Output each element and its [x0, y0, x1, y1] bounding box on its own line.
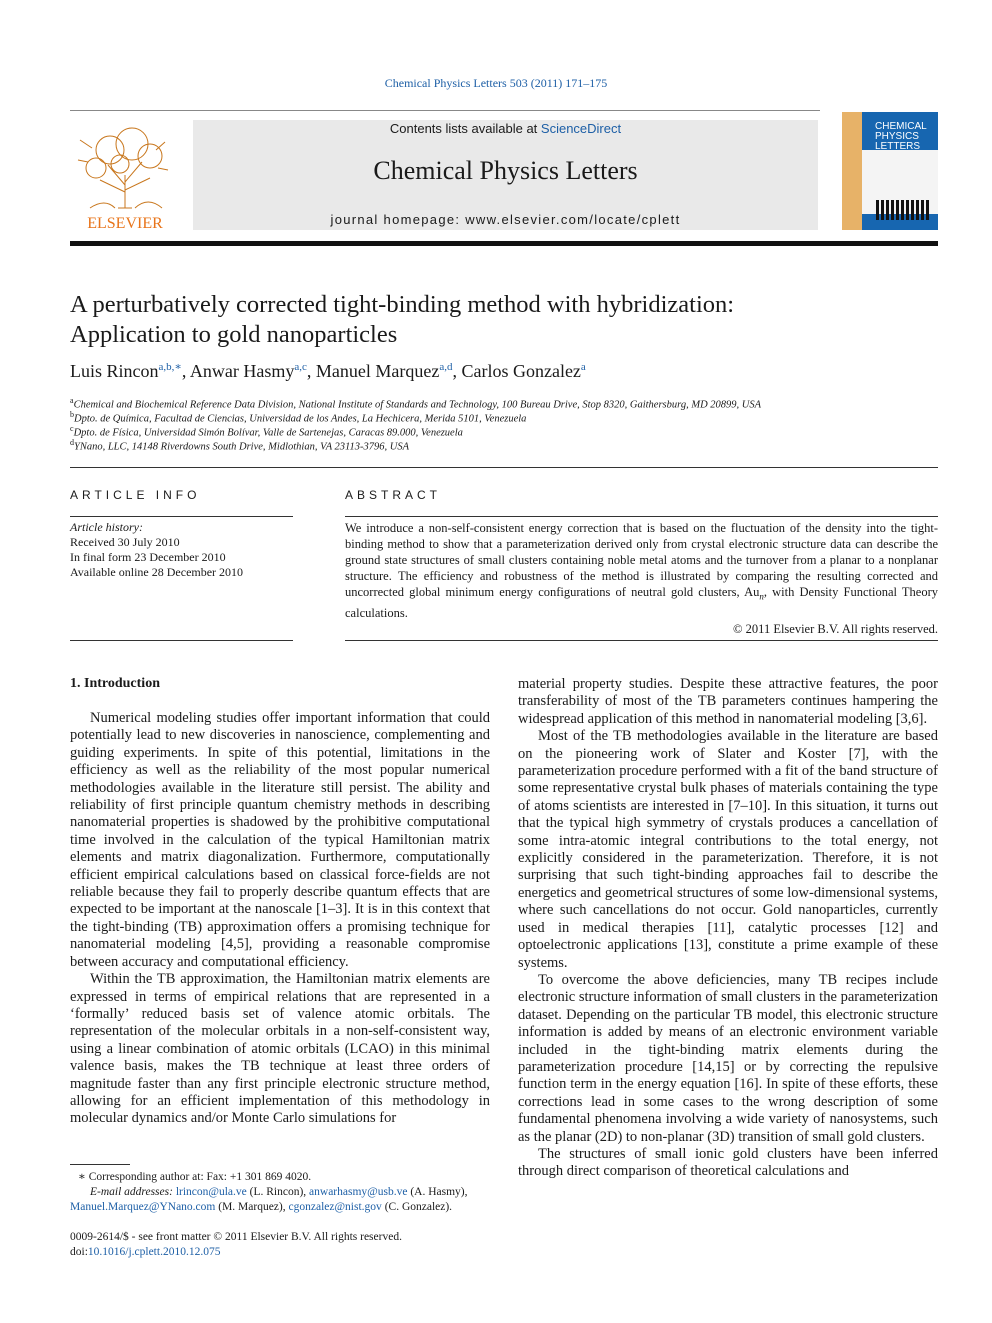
author-name: Carlos Gonzalez — [461, 361, 581, 381]
cover-title-line3: LETTERS — [875, 141, 921, 152]
doi-link[interactable]: 10.1016/j.cplett.2010.12.075 — [87, 1246, 221, 1258]
copyright: © 2011 Elsevier B.V. All rights reserved. — [733, 621, 938, 636]
article-title — [70, 290, 920, 350]
paragraph: To overcome the above deficiencies, many TB recipes include electronic structure information of small clusters in the parameterization dataset. Depending on the particular TB model, this electronic structure information is added by means of an electronic environment variable included in the tight-binding matrix elements during the parameterization procedure [14,15] or by correcting the repulsive function term in the energy equation [16]. In spite of these efforts, these corrections lead in some cases to the wrong description of some fundamental phenomena involving a wide variety of nanosystems, such as the planar (2D) to non-planar (3D) transition of small gold clusters. — [518, 971, 938, 1145]
affiliation-text: Dpto. de Física, Universidad Simón Bolívar, Valle de Sartenejas, Caracas 89.000, Venezuela — [73, 427, 463, 439]
affiliation-text: YNano, LLC, 14148 Riverdowns South Drive, Midlothian, VA 23113-3796, USA — [74, 441, 410, 453]
abstract-subscript: n — [759, 591, 764, 602]
received-date: Received 30 July 2010 — [70, 535, 180, 549]
article-info-rule — [70, 516, 293, 517]
contents-line — [193, 121, 818, 136]
affiliation-a — [70, 396, 761, 411]
author-name: Luis Rincon — [70, 361, 159, 381]
article-info-heading: ARTICLE INFO — [70, 488, 201, 502]
abstract-body — [345, 520, 938, 637]
email-line-2 — [70, 1200, 500, 1215]
email-link[interactable]: cgonzalez@nist.gov — [288, 1201, 382, 1213]
paragraph: The structures of small ionic gold clusters have been inferred through direct comparison of theoretical calculations and — [518, 1145, 938, 1180]
section-heading: 1. Introduction — [70, 676, 160, 691]
affiliation-key: b — [70, 410, 74, 419]
elsevier-wordmark: ELSEVIER — [87, 215, 163, 232]
title-line-1: A perturbatively corrected tight-binding method with hybridization: — [70, 291, 735, 318]
footnotes — [70, 1170, 500, 1215]
author-affil-marker[interactable]: a,d — [439, 361, 453, 373]
journal-cover — [842, 112, 938, 230]
title-line-2: Application to gold nanoparticles — [70, 321, 398, 348]
final-form-date: In final form 23 December 2010 — [70, 550, 226, 564]
header-thick-rule — [70, 241, 938, 246]
author-affil-marker[interactable]: a,c — [294, 361, 307, 373]
journal-citation[interactable]: Chemical Physics Letters 503 (2011) 171–175 — [384, 76, 608, 90]
online-date: Available online 28 December 2010 — [70, 565, 244, 579]
affiliation-key: a — [70, 396, 74, 405]
issn-line: 0009-2614/$ - see front matter © 2011 Elsevier B.V. All rights reserved. — [70, 1231, 402, 1243]
affiliation-b — [70, 410, 526, 425]
email-line-1 — [78, 1185, 500, 1200]
journal-cover-image — [842, 112, 938, 230]
author-separator: , — [452, 361, 462, 381]
affiliation-key: c — [70, 424, 74, 433]
left-column — [70, 710, 490, 1128]
affiliation-key: d — [70, 438, 74, 447]
affiliation-text: Dpto. de Química, Facultad de Ciencias, Universidad de los Andes, La Hechicera, Merida 5101, Venezuela — [74, 413, 527, 425]
journal-homepage[interactable]: journal homepage: www.elsevier.com/locate/cplett — [330, 212, 681, 227]
email-link[interactable]: lrincon@ula.ve — [175, 1186, 247, 1198]
history-label: Article history: — [70, 520, 143, 534]
contents-prefix: Contents lists available at — [389, 121, 541, 136]
author-affil-marker[interactable]: a,b,∗ — [158, 361, 182, 373]
email-owner: (L. Rincon), — [246, 1186, 310, 1198]
elsevier-tree-icon — [70, 120, 180, 235]
sciencedirect-link[interactable]: ScienceDirect — [540, 121, 622, 136]
abstract-heading: ABSTRACT — [345, 488, 442, 502]
author-list — [70, 360, 586, 382]
email-owner: (C. Gonzalez). — [381, 1201, 453, 1213]
author-affil-marker[interactable]: a — [580, 361, 586, 373]
paragraph: Most of the TB methodologies available in the literature are based on the pioneering work of Slater and Koster [7], with the parameterization procedure performed with a fit of the band structure of some representative crystal bulk phases of materials containing the type of atoms scientists are interested in [7–10]. In this situation, it turns out that the typical high symmetry of crystals produces a cancellation of some intra-atomic integral contributions to the total energy, not explicitly considered in the parameterization. Therefore, it is not surprising that such tight-binding approaches fail to describe the energetics and geometrical structures of some low-dimensional systems, where such cancellations do not occur. Gold nanoparticles, currently used in medical therapies [11], catalytic processes [12] and optoelectronic applications [13], constitute a prime example of these systems. — [518, 728, 938, 971]
corresponding-author-note: ∗ Corresponding author at: Fax: +1 301 869 4020. — [78, 1171, 312, 1183]
abstract-text-end: , with Density Functional Theory calculations. — [345, 585, 938, 620]
cover-title-line2: PHYSICS — [875, 131, 919, 142]
abstract-rule — [345, 516, 938, 517]
affiliation-d — [70, 438, 409, 453]
abstract-bottom-rule — [345, 640, 938, 641]
paragraph: Within the TB approximation, the Hamiltonian matrix elements are expressed in terms of empirical relations that are represented in a ‘formally’ reduced basis set of valence atomic orbitals. The representation of the molecular orbitals in a non-self-consistent way, using a linear combination of atomic orbitals (LCAO) in this minimal valence basis, makes the TB technique at least three orders of magnitude faster than any first principle electronic structure method, allowing for an efficient implementation of this methodology in molecular dynamics and/or Monte Carlo simulations for — [70, 971, 490, 1127]
article-info-bottom-rule — [70, 640, 293, 641]
email-link[interactable]: Manuel.Marquez@YNano.com — [70, 1201, 216, 1213]
paragraph: material property studies. Despite these attractive features, the poor transferability of most of the TB parameters continues hampering the widespread application of this method in nanomaterial modeling [3,6]. — [518, 676, 938, 727]
email-owner: (A. Hasmy), — [407, 1186, 468, 1198]
author-name: Manuel Marquez — [315, 361, 440, 381]
author-separator: , — [181, 361, 190, 381]
footnote-rule — [70, 1164, 130, 1165]
elsevier-logo — [70, 120, 180, 235]
header-rule — [70, 110, 820, 111]
abstract-text: We introduce a non-self-consistent energy correction that is based on the fluctuation of the density into the tight-binding method to show that a parameterization derived only from crystal electronic structure data can describe the ground state structures of small clusters containing noble metal atoms and the turnover from a planar to a nonplanar structure. The efficiency and robustness of the method is illustrated by comparing the resulting corrected and uncorrected global minimum energy configurations of neutral gold clusters, Au — [345, 521, 938, 599]
doi-line — [70, 1245, 220, 1260]
email-link[interactable]: anwarhasmy@usb.ve — [309, 1186, 408, 1198]
author-name: Anwar Hasmy — [189, 361, 295, 381]
affiliation-rule — [70, 467, 938, 468]
author-separator: , — [306, 361, 316, 381]
right-column — [518, 676, 938, 1181]
affiliation-text: Chemical and Biochemical Reference Data Division, National Institute of Standards and Technology, 100 Bureau Drive, Stop 8320, Gaithersburg, MD 20899, USA — [73, 399, 762, 411]
doi-label: doi: — [70, 1246, 88, 1258]
email-label: E-mail addresses: — [90, 1186, 173, 1198]
affiliation-c — [70, 424, 463, 439]
paragraph: Numerical modeling studies offer important information that could potentially lead to new discoveries in nanoscience, complementing and guiding experiments. In spite of this potential, limitations in the efficiency as well as the reliability of the most popular numerical methodologies available in the literature still persist. The ability and reliability of first principle quantum chemistry methods in describing nanomaterial properties is shadowed by the prohibitive computational time involved in the calculation of the typical Hamiltonian matrix elements and matrix diagonalization. Furthermore, computationally efficient empirical calculations based on classical force-fields are not reliable because they fail to properly describe quantum effects that are expected to be important at the nanoscale [1–3]. It is in this context that the tight-binding (TB) approximation offers a promising technique for nanomaterial modeling [4,5], providing a reasonable compromise between accuracy and computational efficiency. — [70, 710, 490, 970]
email-owner: (M. Marquez), — [215, 1201, 289, 1213]
article-history — [70, 520, 295, 580]
journal-name: Chemical Physics Letters — [373, 156, 638, 185]
cover-title-line1: CHEMICAL — [875, 121, 927, 132]
